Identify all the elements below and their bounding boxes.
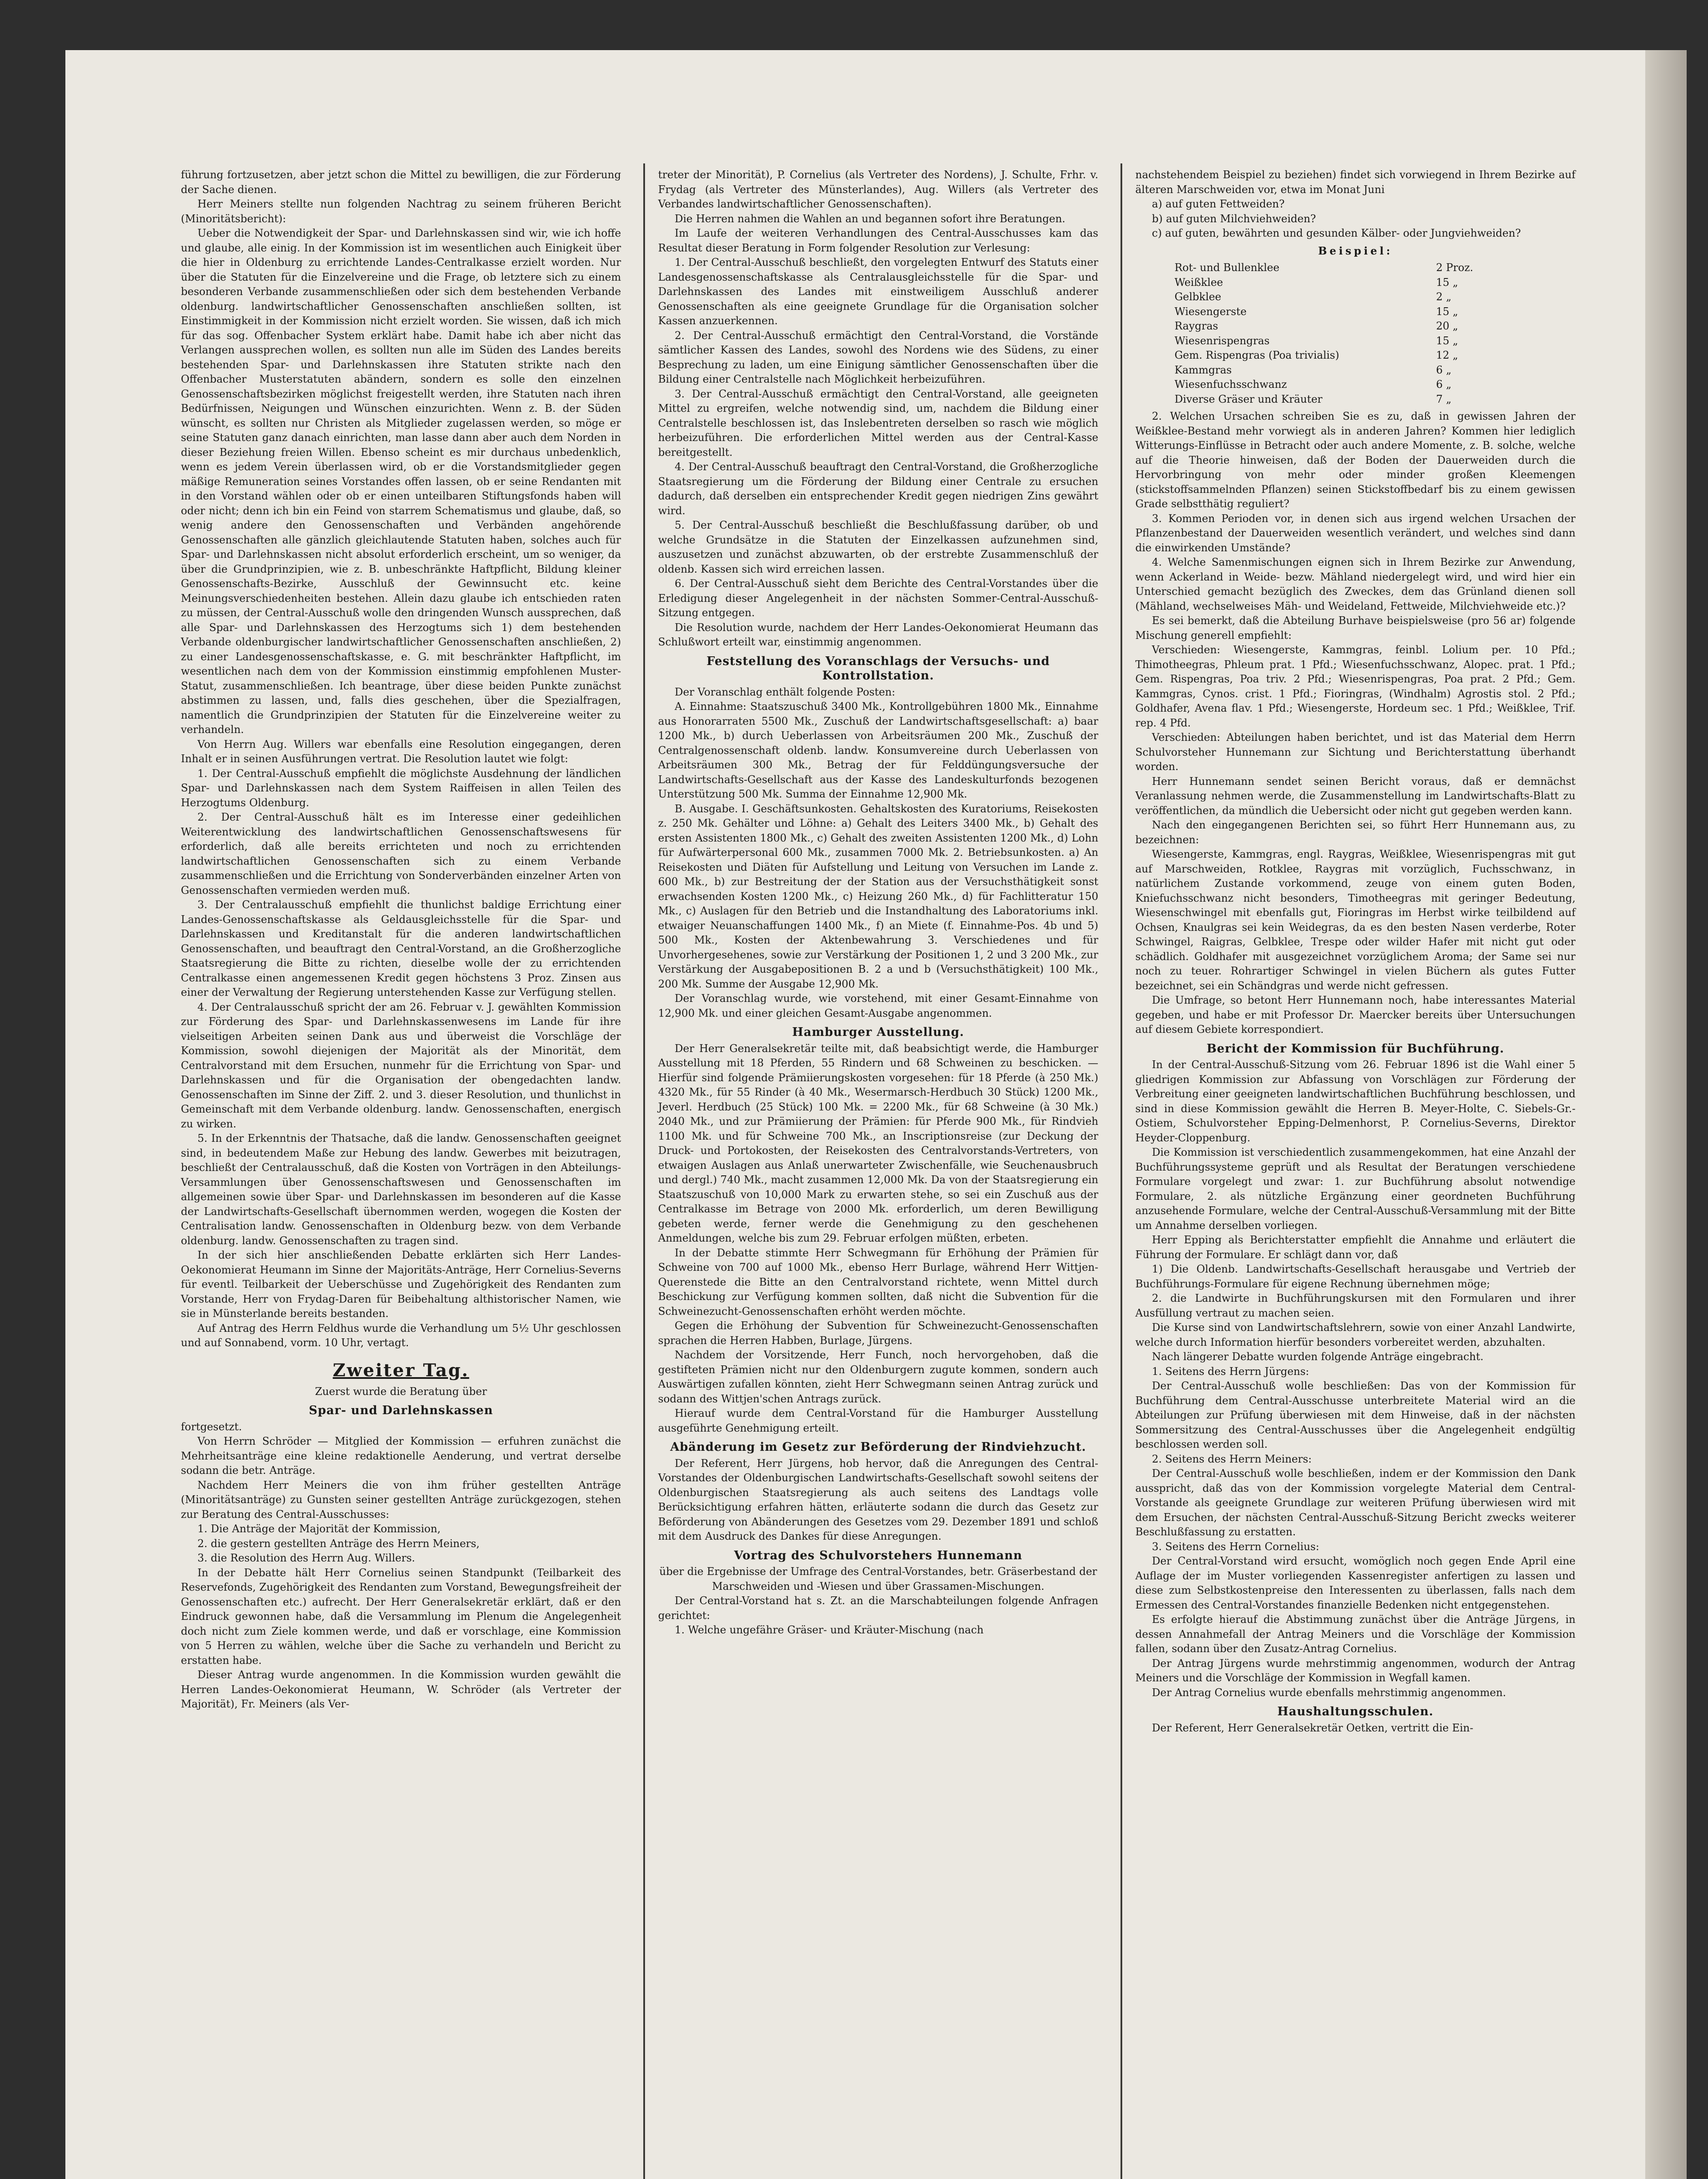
paragraph: Nach den eingegangenen Berichten sei, so führt Herr Hunnemann aus, zu bezeichnen:	[1135, 819, 1576, 846]
table-cell-name: Weißklee	[1175, 276, 1223, 288]
column-middle	[658, 168, 1098, 1638]
paragraph: In der Central-Ausschuß-Sitzung vom 26. Februar 1896 ist die Wahl einer 5 gliedrigen Kommission zur Abfassung von Vorschlägen zur Förderung der Verbreitung einer geeigneten landwirtschaftlichen Buchführung beschlossen, und sind in diese Kommission gewählt die Herren B. Meyer-Holte, C. Siebels-Gr.-Ostiem, Schulvorsteher Epping-Delmenhorst, P. Cornelius-Severns, Direktor Heyder-Cloppenburg.	[1135, 1059, 1576, 1144]
table-row	[1175, 363, 1506, 378]
column-rule	[643, 163, 645, 2179]
paragraph: Es erfolgte hierauf die Abstimmung zunächst über die Anträge Jürgens, in dessen Annahmefall der Antrag Meiners und die Vorschläge der Kommission fallen, sodann über den Zusatz-Antrag Cornelius.	[1135, 1613, 1576, 1655]
paragraph: Gegen die Erhöhung der Subvention für Schweinezucht-Genossenschaften sprachen die Herren Habben, Burlage, Jürgens.	[658, 1320, 1098, 1347]
paragraph: Auf Antrag des Herrn Feldhus wurde die Verhandlung um 5½ Uhr geschlossen und auf Sonnabend, vorm. 10 Uhr, vertagt.	[181, 1322, 621, 1349]
table-cell-value: 2 „	[1436, 291, 1452, 303]
table-cell-name: Diverse Gräser und Kräuter	[1175, 393, 1323, 405]
list-item: a) auf guten Fettweiden?	[1152, 198, 1285, 210]
table-cell-name: Gem. Rispengras (Poa trivialis)	[1175, 349, 1339, 361]
table-cell-name: Gelbklee	[1175, 291, 1222, 303]
table-cell-name: Wiesenrispengras	[1175, 334, 1270, 347]
paragraph: 2. Der Central-Ausschuß hält es im Interesse einer gedeihlichen Weiterentwicklung des landwirtschaftlichen Genossenschaftswesens für erforderlich, daß alle bereits errichteten und noch zu errichtenden landwirtschaftlichen Genossenschaften sich zu einem Verbande zusammenschließen und die Errichtung von Sonderverbänden einzelner Arten von Genossenschaften vermieden werden muß.	[181, 811, 621, 896]
table-row	[1175, 275, 1506, 290]
paragraph: Von Herrn Aug. Willers war ebenfalls eine Resolution eingegangen, deren Inhalt er in seinen Ausführungen vertrat. Die Resolution lautet wie folgt:	[181, 738, 621, 765]
table-cell-value: 6 „	[1436, 363, 1452, 376]
table-cell-name: Kammgras	[1175, 363, 1232, 376]
paragraph: 1. Der Central-Ausschuß empfiehlt die möglichste Ausdehnung der ländlichen Spar- und Darlehnskassen nach dem System Raiffeisen in allen Teilen des Herzogtums Oldenburg.	[181, 767, 621, 809]
table-row	[1175, 319, 1506, 334]
table-row	[1175, 348, 1506, 363]
paragraph: Der Central-Vorstand hat s. Zt. an die Marschabteilungen folgende Anfragen gerichtet:	[658, 1595, 1098, 1622]
paragraph: 3. Der Centralausschuß empfiehlt die thunlichst baldige Errichtung einer Landes-Genossenschaftskasse als Geldausgleichsstelle für die Spar- und Darlehnskassen und Kreditanstalt für die anderen landwirtschaftlichen Genossenschaften, und beauftragt den Central-Vorstand, an die Großherzogliche Staatsregierung die Bitte zu richten, dieselbe wolle der zu errichtenden Centralkasse einen angemessenen Kredit gegen höchstens 3 Proz. Zinsen aus einer der Verwaltung der Regierung unterstehenden Kasse zur Verfügung stellen.	[181, 899, 621, 998]
paragraph: 4. Der Centralausschuß spricht der am 26. Februar v. J. gewählten Kommission zur Förderung des Spar- und Darlehnskassenwesens im Lande für ihre vielseitigen Arbeiten seinen Dank aus und überweist die Vorschläge der Kommission, sowohl diejenigen der Majorität als der Minorität, dem Centralvorstand mit dem Ersuchen, nunmehr für die Errichtung von Spar- und Darlehnskassen und für die Organisation der obengedachten landw. Genossenschaften im Sinne der Ziff. 2. und 3. dieser Resolution, und thunlichst in Gemeinschaft mit dem Verbande oldenburg. landw. Genossenschaften, energisch zu wirken.	[181, 1001, 621, 1130]
table-row	[1175, 305, 1506, 319]
paragraph: Der Herr Generalsekretär teilte mit, daß beabsichtigt werde, die Hamburger Ausstellung mit 18 Pferden, 55 Rindern und 68 Schweinen zu beschicken. — Hierfür sind folgende Prämiierungskosten vorgesehen: für 18 Pferde (à 250 Mk.) 4320 Mk., für 55 Rinder (à 40 Mk., Wesermarsch-Herdbuch 30 Stück) 1200 Mk., Jeverl. Herdbuch (25 Stück) 100 Mk. = 2200 Mk., für 68 Schweine (à 30 Mk.) 2040 Mk., und zur Prämiierung der Prämien: für Pferde 900 Mk., für Rindvieh 1100 Mk. und für Schweine 700 Mk., an Inscriptionsreise (zur Deckung der Druck- und Portokosten, der Reisekosten des Centralvorstands-Vertreters, von etwaigen Auslagen aus Anlaß unerwarteter Zwischenfälle, wie Seuchenausbruch und dergl.) 740 Mk., macht zusammen 12,000 Mk. Da von der Staatsregierung ein Staatszuschuß von 10,000 Mark zu erwarten stehe, so sei ein Zuschuß aus der Centralkasse im Betrage von 2000 Mk. erforderlich, um deren Bewilligung gebeten werde, ferner werde die Genehmigung zu den geschehenen Anmeldungen, welche bis zum 29. Februar erfolgen müßten, erbeten.	[658, 1042, 1098, 1244]
paragraph: In der sich hier anschließenden Debatte erklärten sich Herr Landes-Oekonomierat Heumann im Sinne der Majoritäts-Anträge, Herr Cornelius-Severns für eventl. Teilbarkeit der Ueberschüsse und Zugehörigkeit des Rendanten zum Vorstande, Herr von Frydag-Daren für Beibehaltung althistorischer Namen, wie sie in Münsterlande bereits bestanden.	[181, 1249, 621, 1320]
table-cell-value: 7 „	[1436, 393, 1452, 405]
table-cell-value: 6 „	[1436, 378, 1452, 390]
column-rule	[1121, 163, 1122, 2179]
grass-mix-table	[1175, 261, 1506, 407]
subheading: Zuerst wurde die Beratung über	[315, 1385, 487, 1398]
list-item: 1. Seitens des Herrn Jürgens:	[1152, 1365, 1309, 1378]
paragraph: Die Kurse sind von Landwirtschaftslehrern, sowie von einer Anzahl Landwirte, welche durch Information hierfür besonders vorbereitet werden, abzuhalten.	[1135, 1321, 1576, 1348]
list-item: 3. die Resolution des Herrn Aug. Willers.	[197, 1552, 415, 1564]
subheading: Spar- und Darlehnskassen	[309, 1404, 493, 1417]
section-heading: Haushaltungsschulen.	[1277, 1705, 1434, 1718]
example-caption: Beispiel:	[1318, 244, 1393, 257]
paragraph: Nachdem der Vorsitzende, Herr Funch, noch hervorgehoben, daß die gestifteten Prämien nicht nur den Oldenburgern zugute kommen, sondern auch Auswärtigen zufallen könnten, zieht Herr Schwegmann seinen Antrag zurück und sodann des Wittjen'schen Antrags zurück.	[658, 1349, 1098, 1405]
paragraph: A. Einnahme: Staatszuschuß 3400 Mk., Kontrollgebühren 1800 Mk., Einnahme aus Honorarraten 5500 Mk., Zuschuß der Landwirtschaftsgesellschaft: a) baar 1200 Mk., b) durch Ueberlassen von Arbeitsräumen 200 Mk., Zuschuß der Centralgenossenschaft oldenb. landw. Konsumvereine durch Ueberlassen von Arbeitsräumen 300 Mk., Betrag der für Felddüngungsversuche der Landwirtschafts-Gesellschaft aus der Kasse des Landeskulturfonds bezogenen Unterstützung 500 Mk. Summa der Einnahme 12,900 Mk.	[658, 700, 1098, 800]
table-row	[1175, 334, 1506, 349]
paragraph: Hierauf wurde dem Central-Vorstand für die Hamburger Ausstellung ausgeführte Genehmigung erteilt.	[658, 1407, 1098, 1434]
list-item: 2. Der Central-Ausschuß ermächtigt den Central-Vorstand, die Vorstände sämtlicher Kassen des Landes, sowohl des Nordens wie des Südens, zu einer Besprechung zu laden, um eine Einigung sämtlicher Genossenschaften über die Bildung einer Centralstelle nach Möglichkeit herbeizuführen.	[658, 329, 1098, 385]
table-cell-name: Wiesenfuchsschwanz	[1175, 378, 1287, 390]
paragraph: Von Herrn Schröder — Mitglied der Kommission — erfuhren zunächst die Mehrheitsanträge eine kleine redaktionelle Aenderung, und vertrat derselbe sodann die betr. Anträge.	[181, 1435, 621, 1476]
list-item: 1. Der Central-Ausschuß beschließt, den vorgelegten Entwurf des Statuts einer Landesgenossenschaftskasse als Centralausgleichsstelle für die Spar- und Darlehnskassen des Landes mit einstweiligem Ausschluß anderer Genossenschaften als eine geeignete Grundlage für die Organisation solcher Kassen anzuerkennen.	[658, 256, 1098, 327]
table-cell-value: 2 Proz.	[1436, 261, 1474, 274]
paragraph: fortgesetzt.	[181, 1420, 242, 1433]
table-cell-name: Raygras	[1175, 320, 1218, 332]
table-cell-name: Rot- und Bullenklee	[1175, 261, 1280, 274]
table-row	[1175, 377, 1506, 392]
list-item: 2. die Landwirte in Buchführungskursen mit den Formularen und ihrer Ausfüllung vertraut zu machen seien.	[1135, 1292, 1576, 1319]
column-left	[181, 168, 621, 1712]
section-heading: Abänderung im Gesetz zur Beförderung der Rindviehzucht.	[670, 1440, 1087, 1454]
table-row	[1175, 290, 1506, 305]
column-right	[1135, 168, 1576, 1735]
list-item: 6. Der Central-Ausschuß sieht dem Berichte des Central-Vorstandes über die Erledigung dieser Angelegenheit in der nächsten Sommer-Central-Ausschuß-Sitzung entgegen.	[658, 577, 1098, 619]
list-item: 2. die gestern gestellten Anträge des Herrn Meiners,	[197, 1537, 480, 1550]
table-cell-name: Wiesengerste	[1175, 305, 1247, 318]
list-item: 2. Seitens des Herrn Meiners:	[1152, 1453, 1312, 1465]
binding-edge	[1645, 50, 1687, 2179]
paragraph: Die Umfrage, so betont Herr Hunnemann noch, habe interessantes Material gegeben, und habe er mit Professor Dr. Maercker bereits über Untersuchungen auf diesem Gebiete korrespondiert.	[1135, 994, 1576, 1035]
paragraph: Der Central-Ausschuß wolle beschließen, indem er der Kommission den Dank ausspricht, daß das von der Kommission vorgelegte Material dem Central-Vorstande als geeignete Grundlage zur weiteren Prüfung überwiesen wird mit dem Ersuchen, der nächsten Central-Ausschuß-Sitzung Bericht zwecks weiterer Beschlußfassung zu erstatten.	[1135, 1467, 1576, 1538]
paragraph: Der Antrag Jürgens wurde mehrstimmig angenommen, wodurch der Antrag Meiners und die Vorschläge der Kommission in Wegfall kamen.	[1135, 1657, 1576, 1684]
paragraph: Der Voranschlag enthält folgende Posten:	[675, 686, 896, 698]
list-item: 1) Die Oldenb. Landwirtschafts-Gesellschaft herausgabe und Vertrieb der Buchführungs-Formulare für eigene Rechnung übernehmen möge;	[1135, 1263, 1576, 1290]
list-item: 4. Der Central-Ausschuß beauftragt den Central-Vorstand, die Großherzogliche Staatsregierung um die Förderung der Bildung einer Centrale zu ersuchen dadurch, daß derselben ein entsprechender Kredit gegen niedrigen Zins gewährt wird.	[658, 461, 1098, 517]
paragraph: 5. In der Erkenntnis der Thatsache, daß die landw. Genossenschaften geeignet sind, in bedeutendem Maße zur Hebung des landw. Gewerbes mit beizutragen, beschließt der Centralausschuß, daß die Kosten von Vorträgen in den Abteilungs-Versammlungen über Genossenschaftswesen und Genossenschaften im allgemeinen sowie über Spar- und Darlehnskassen im besonderen auf die Kasse der Landwirtschafts-Gesellschaft übernommen werden, wogegen die Kosten der Centralisation landw. Genossenschaften in Oldenburg bezw. von dem Verbande oldenburg. landw. Genossenschaften zu tragen sind.	[181, 1132, 621, 1247]
newspaper-page	[65, 50, 1687, 2179]
paragraph: Der Central-Ausschuß wolle beschließen: Das von der Kommission für Buchführung dem Central-Ausschusse unterbreitete Material wird an die Abteilungen zur Prüfung überwiesen mit dem Hinweise, daß in der nächsten Sommersitzung des Central-Ausschusses über die Angelegenheit endgültig beschlossen werden soll.	[1135, 1380, 1576, 1450]
section-heading: Zweiter Tag.	[333, 1360, 469, 1381]
section-heading: Feststellung des Voranschlags der Versuchs- und Kontrollstation.	[706, 654, 1050, 682]
list-item: 3. Seitens des Herrn Cornelius:	[1152, 1540, 1319, 1553]
table-cell-value: 20 „	[1436, 320, 1458, 332]
table-cell-value: 15 „	[1436, 334, 1458, 347]
list-item: b) auf guten Milchviehweiden?	[1152, 212, 1316, 225]
paragraph: Ueber die Notwendigkeit der Spar- und Darlehnskassen sind wir, wie ich hoffe und glaube, alle einig. In der Kommission ist im wesentlichen auch Einigkeit über die hier in Oldenburg zu errichtende Landes-Centralkasse erzielt worden. Nur über die Statuten für die Einzelvereine und die Frage, ob letztere sich zu einem besonderen Verbande zusammenschließen oder sich dem bestehenden Verbande oldenburg. landwirtschaftlicher Genossenschaften anschließen sollten, ist Einstimmigkeit in der Kommission nicht erzielt worden. Sie wissen, daß ich mich für das sog. Offenbacher System erklärt habe. Damit habe ich aber nicht das Verlangen aussprechen wollen, es sollten nun alle im Süden des Landes bereits bestehenden Spar- und Darlehnskassen ihre Statuten strikte nach den Offenbacher Musterstatuten abändern, sondern es solle den einzelnen Genossenschaftsbezirken möglichst freigestellt werden, ihre Statuten nach ihren Bedürfnissen, Neigungen und Wünschen einzurichten. Wenn z. B. der Süden wünscht, es sollten nur Christen als Mitglieder zugelassen werden, so möge er seine Statuten ganz danach einrichten, man lasse dann aber auch dem Norden in dieser Beziehung freien Willen. Ebenso scheint es mir durchaus unbedenklich, wenn es jedem Verein überlassen wird, ob er die Vorstandsmitglieder gegen mäßige Remuneration seines Vorstandes offen lassen, ob er seine Rendanten mit in den Vorstand wählen oder ob er einen unteilbaren Stiftungsfonds haben will oder nicht; denn ich bin ein Feind von starrem Schematismus und glaube, daß, so wenig andere den Genossenschaften und Verbänden angehörende Genossenschaften alle gänzlich gleichlautende Statuten haben, solches auch für Spar- und Darlehnskassen nicht absolut erforderlich erscheint, um so weniger, da über die Grundprinzipien, wie z. B. unbeschränkte Haftpflicht, Bildung kleiner Genossenschafts-Bezirke, Ausschluß der Gewinnsucht etc. keine Meinungsverschiedenheiten bestehen. Allein dazu glaube ich entschieden raten zu müssen, der Central-Ausschuß wolle den dringenden Wunsch aussprechen, daß alle Spar- und Darlehnskassen des Herzogtums sich 1) dem bestehenden Verbande oldenburgischer landwirtschaftlicher Genossenschaften anschließen, 2) zu einer Landesgenossenschaftskasse, e. G. mit beschränkter Haftpflicht, im wesentlichen nach dem von der Kommission einstimmig empfohlenen Muster-Statut, zusammenschließen. Ich beantrage, über diese beiden Punkte zunächst abstimmen zu lassen, und, falls dies geschehen, über die Spezialfragen, namentlich die Grundprinzipien der Statuten für die Einzelvereine weiter zu verhandeln.	[181, 227, 621, 736]
table-cell-value: 15 „	[1436, 276, 1458, 288]
paragraph: Es sei bemerkt, daß die Abteilung Burhave beispielsweise (pro 56 ar) folgende Mischung generell empfiehlt:	[1135, 614, 1576, 641]
paragraph: Dieser Antrag wurde angenommen. In die Kommission wurden gewählt die Herren Landes-Oekonomierat Heumann, W. Schröder (als Vertreter der Majorität), Fr. Meiners (als Ver-	[181, 1669, 621, 1710]
paragraph: Der Voranschlag wurde, wie vorstehend, mit einer Gesamt-Einnahme von 12,900 Mk. und einer gleichen Gesamt-Ausgabe angenommen.	[658, 992, 1098, 1019]
list-item: 1. Welche ungefähre Gräser- und Kräuter-Mischung (nach	[675, 1624, 984, 1636]
section-heading: Bericht der Kommission für Buchführung.	[1206, 1042, 1504, 1056]
paragraph: Herr Epping als Berichterstatter empfiehlt die Annahme und erläutert die Führung der Formulare. Er schlägt dann vor, daß	[1135, 1234, 1576, 1261]
subheading: über die Ergebnisse der Umfrage des Central-Vorstandes, betr. Gräserbestand der Marschweiden und -Wiesen und über Grassamen-Mischungen.	[659, 1565, 1097, 1592]
paragraph: führung fortzusetzen, aber jetzt schon die Mittel zu bewilligen, die zur Förderung der Sache dienen.	[181, 169, 621, 196]
paragraph: B. Ausgabe. I. Geschäftsunkosten. Gehaltskosten des Kuratoriums, Reisekosten z. 250 Mk. Gehälter und Löhne: a) Gehalt des Leiters 3400 Mk., b) Gehalt des ersten Assistenten 1800 Mk., c) Gehalt des zweiten Assistenten 1200 Mk., d) Lohn für Aufwärterpersonal 600 Mk., zusammen 7000 Mk. 2. Betriebsunkosten. a) An Reisekosten und Diäten für Aufstellung und Leitung von Versuchen im Lande z. 600 Mk., b) zur Bestreitung der der Station aus der Versuchsthätigkeit sonst erwachsenden Kosten 1200 Mk., c) Heizung 260 Mk., d) für Fachlitteratur 150 Mk., c) Auslagen für den Betrieb und die Instandhaltung des Laboratoriums inkl. etwaiger Neuanschaffungen 1400 Mk., f) an Miete (f. Einnahme-Pos. 4b und 5) 500 Mk., Kosten der Aktenbewahrung 3. Verschiedenes und für Unvorhergesehenes, sowie zur Verstärkung der Positionen 1, 2 und 3 200 Mk., zur Verstärkung der Ausgabepositionen B. 2 a und b (Versuchsthätigkeit) 100 Mk., 200 Mk. Summe der Ausgabe 12,900 Mk.	[658, 802, 1098, 990]
list-item: 1. Die Anträge der Majorität der Kommission,	[197, 1523, 441, 1535]
paragraph: Die Kommission ist verschiedentlich zusammengekommen, hat eine Anzahl der Buchführungssysteme geprüft und als Resultat der Beratungen verschiedene Formulare vorgelegt und zwar: 1. zur Buchführung absolut notwendige Formulare, 2. als nützliche Ergänzung einer geordneten Buchführung anzusehende Formulare, welche der Central-Ausschuß-Versammlung mit der Bitte um Annahme derselben vorliegen.	[1135, 1146, 1576, 1232]
table-cell-value: 12 „	[1436, 349, 1458, 361]
paragraph: Nachdem Herr Meiners die von ihm früher gestellten Anträge (Minoritätsanträge) zu Gunsten seiner gestellten Anträge zurückgezogen, stehen zur Beratung des Central-Ausschusses:	[181, 1479, 621, 1521]
list-item: 3. Der Central-Ausschuß ermächtigt den Central-Vorstand, alle geeigneten Mittel zu ergreifen, welche notwendig sind, um, nachdem die Bildung einer Centralstelle beschlossen ist, das Inslebentreten derselben so rasch wie möglich herbeizuführen. Die erforderlichen Mittel werden aus der Central-Kasse bereitgestellt.	[658, 387, 1098, 458]
paragraph: Die Resolution wurde, nachdem der Herr Landes-Oekonomierat Heumann das Schlußwort erteilt war, einstimmig angenommen.	[658, 621, 1098, 648]
paragraph: Im Laufe der weiteren Verhandlungen des Central-Ausschusses kam das Resultat dieser Beratung in Form folgender Resolution zur Verlesung:	[658, 227, 1098, 254]
paragraph: Die Herren nahmen die Wahlen an und begannen sofort ihre Beratungen.	[675, 212, 1066, 225]
paragraph: Verschieden: Abteilungen haben berichtet, und ist das Material dem Herrn Schulvorsteher Hunnemann zur Sichtung und Berichterstattung überhandt worden.	[1135, 731, 1576, 773]
paragraph: 3. Kommen Perioden vor, in denen sich aus irgend welchen Ursachen der Pflanzenbestand der Dauerweiden wesentlich verändert, und welches sind dann die einwirkenden Umstände?	[1135, 512, 1576, 554]
paragraph: Der Antrag Cornelius wurde ebenfalls mehrstimmig angenommen.	[1152, 1686, 1506, 1699]
paragraph: 2. Welchen Ursachen schreiben Sie es zu, daß in gewissen Jahren der Weißklee-Bestand mehr vorwiegt als in anderen Jahren? Kommen hier lediglich Witterungs-Einflüsse in Betracht oder auch andere Momente, z. B. solche, welche auf die Theorie hinweisen, daß der Boden der Dauerweiden durch die Hervorbringung von mehr oder minder großen Kleemengen (stickstoffsammelnden Pflanzen) seinen Stickstoffbedarf bis zu einem gewissen Grade selbstthätig reguliert?	[1135, 410, 1576, 510]
section-heading: Hamburger Ausstellung.	[792, 1025, 964, 1039]
list-item: 5. Der Central-Ausschuß beschließt die Beschlußfassung darüber, ob und welche Grundsätze in die Statuten der Einzelkassen aufzunehmen sind, auszusetzen und zunächst abzuwarten, ob der erstrebte Zusammenschluß der oldenb. Kassen sich wird erreichen lassen.	[658, 519, 1098, 575]
paragraph: nachstehendem Beispiel zu beziehen) findet sich vorwiegend in Ihrem Bezirke auf älteren Marschweiden vor, etwa im Monat Juni	[1135, 169, 1576, 196]
paragraph: 4. Welche Samenmischungen eignen sich in Ihrem Bezirke zur Anwendung, wenn Ackerland in Weide- bezw. Mähland niedergelegt wird, und wird hier ein Unterschied gemacht bezüglich des Zweckes, dem das Grünland dienen soll (Mähland, wechselweises Mäh- und Weideland, Fettweide, Milchviehweide etc.)?	[1135, 556, 1576, 612]
paragraph: Der Referent, Herr Generalsekretär Oetken, vertritt die Ein-	[1152, 1721, 1474, 1734]
paragraph: Der Referent, Herr Jürgens, hob hervor, daß die Anregungen des Central-Vorstandes der Oldenburgischen Landwirtschafts-Gesellschaft sowohl seitens der Oldenburgischen Staatsregierung als auch seitens des Landtags volle Berücksichtigung erfahren hätten, erläuterte sodann die durch das Gesetz zur Beförderung von Abänderungen des Gesetzes vom 29. Dezember 1891 und schloß mit dem Ausdruck des Dankes für diese Anregungen.	[658, 1457, 1098, 1542]
paragraph: Wiesengerste, Kammgras, engl. Raygras, Weißklee, Wiesenrispengras mit gut auf Marschweiden, Rotklee, Raygras mit vorzüglich, Fuchsschwanz, in natürlichem Zustande vorkommend, zeuge von einem guten Boden, Kniefuchsschwanz nicht besonders, Timotheegras mit geringer Bedeutung, Wiesenschwingel mit ebenfalls gut, Fioringras im Herbst wirke teilbildend auf Ochsen, Knaulgras sei kein Weidegras, da es den besten Nasen verderbe, Roter Schwingel, Raigras, Gelbklee, Trespe oder wilder Hafer mit nicht gut oder schädlich. Goldhafer mit ausgezeichnet vorzüglichem Aroma; der Same sei nur noch zu teuer. Rohrartiger Schwingel in vielen Büchern als gutes Futter bezeichnet, sei ein Schändgras und werde nicht gefressen.	[1135, 848, 1576, 992]
paragraph: Herr Hunnemann sendet seinen Bericht voraus, daß er demnächst Veranlassung nehmen werde, die Zusammenstellung im Landwirtschafts-Blatt zu veröffentlichen, da mündlich die Uebersicht oder nicht gut gegeben werden kann.	[1135, 775, 1576, 817]
list-item: c) auf guten, bewährten und gesunden Kälber- oder Jungviehweiden?	[1152, 227, 1521, 239]
table-row	[1175, 261, 1506, 275]
table-row	[1175, 392, 1506, 407]
section-heading: Vortrag des Schulvorstehers Hunnemann	[734, 1548, 1022, 1562]
paragraph: Der Central-Vorstand wird ersucht, womöglich noch gegen Ende April eine Auflage der im Muster vorliegenden Kassenregister anfertigen zu lassen und diese zum Selbstkostenpreise den Interessenten zu überlassen, falls nach dem Ermessen des Central-Vorstandes finanzielle Bedenken nicht entgegenstehen.	[1135, 1555, 1576, 1611]
paragraph: Verschieden: Wiesengerste, Kammgras, feinbl. Lolium per. 10 Pfd.; Thimotheegras, Phleum prat. 1 Pfd.; Wiesenfuchsschwanz, Alopec. prat. 1 Pfd.; Gem. Rispengras, Poa triv. 2 Pfd.; Wiesenrispengras, Poa prat. 2 Pfd.; Gem. Kammgras, Cynos. crist. 1 Pfd.; Fioringras, (Windhalm) Agrostis stol. 2 Pfd.; Goldhafer, Avena flav. 1 Pfd.; Wiesengerste, Hordeum sec. 1 Pfd.; Weißklee, Trif. rep. 4 Pfd.	[1135, 644, 1576, 729]
paragraph: In der Debatte stimmte Herr Schwegmann für Erhöhung der Prämien für Schweine von 700 auf 1000 Mk., ebenso Herr Burlage, während Herr Wittjen-Querenstede die Bitte an den Centralvorstand richtete, wenn Mittel durch Beschickung zur Verfügung kommen sollten, daß nicht die Subvention für die Schweinezucht-Genossenschaften erhöht werden möchte.	[658, 1246, 1098, 1317]
paragraph: treter der Minorität), P. Cornelius (als Vertreter des Nordens), J. Schulte, Frhr. v. Frydag (als Vertreter des Münsterlandes), Aug. Willers (als Vertreter des Verbandes landwirtschaftlicher Genossenschaften).	[658, 169, 1098, 210]
paragraph: In der Debatte hält Herr Cornelius seinen Standpunkt (Teilbarkeit des Reservefonds, Zugehörigkeit des Rendanten zum Vorstand, Bewegungsfreiheit der Genossenschaften etc.) aufrecht. Der Herr Generalsekretär erklärt, daß er den Eindruck gewonnen habe, daß die Versammlung im Plenum die Angelegenheit doch nicht zum Ziele kommen werde, und daß er vorschlage, eine Kommission von 5 Herren zu wählen, welche über die Sache zu verhandeln und Bericht zu erstatten habe.	[181, 1566, 621, 1666]
paragraph: Herr Meiners stellte nun folgenden Nachtrag zu seinem früheren Bericht (Minoritätsbericht):	[181, 198, 621, 225]
paragraph: Nach längerer Debatte wurden folgende Anträge eingebracht.	[1152, 1351, 1484, 1363]
table-cell-value: 15 „	[1436, 305, 1458, 318]
